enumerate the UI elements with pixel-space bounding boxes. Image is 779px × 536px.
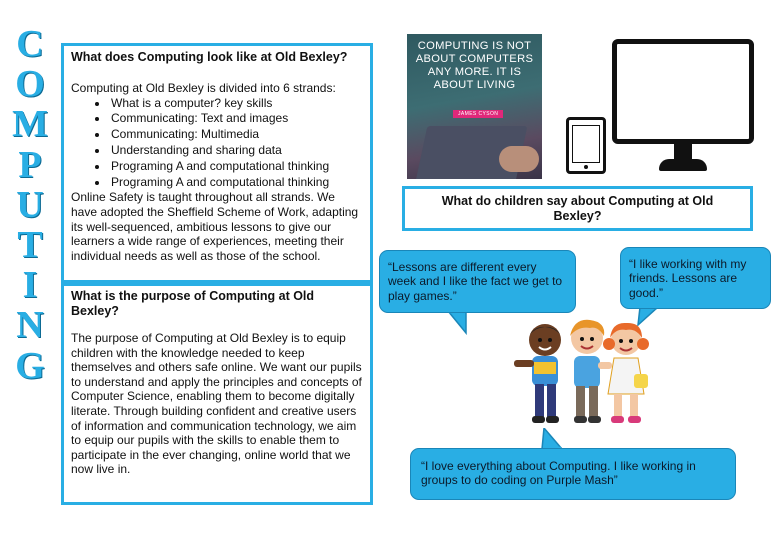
- title-letter: U: [16, 183, 44, 226]
- title-letter: M: [12, 103, 48, 146]
- computing-overview-box: [61, 43, 373, 283]
- list-item: • Programing A and computational thinking: [109, 159, 363, 175]
- bubble-tail: [440, 311, 470, 335]
- child-girl-right: [603, 323, 649, 423]
- title-letter: N: [16, 304, 44, 347]
- quote-text: COMPUTING IS NOT ABOUT COMPUTERS ANY MORE. IT IS ABOUT LIVING: [415, 40, 534, 91]
- list-item: • Programing A and computational thinking: [109, 175, 363, 191]
- vertical-title: [10, 24, 50, 386]
- overview-outro: Online Safety is taught throughout all strands. We have adopted the Sheffield Scheme of Work, adapting its well-sequenced, ambitious lessons to give our learners a wide range of experiences, meeting their individual needs as well as those of the school.: [71, 190, 359, 263]
- child-quote-bubble: [379, 250, 576, 313]
- list-item: • Communicating: Text and images: [109, 111, 363, 127]
- child-quote-text: “Lessons are different every week and I like the fact we get to play games.”: [388, 260, 563, 303]
- tablet-screen: [572, 125, 600, 163]
- child-quote-bubble: [410, 448, 736, 500]
- tablet-icon: [566, 117, 606, 174]
- children-say-heading: [402, 186, 753, 231]
- child-quote-bubble: [620, 247, 771, 309]
- title-letter: P: [18, 143, 42, 186]
- overview-intro: Computing at Old Bexley is divided into 6 strands:: [71, 81, 336, 95]
- bubble-tail: [540, 428, 570, 450]
- quote-image: [407, 34, 542, 179]
- hand-graphic: [499, 146, 539, 172]
- monitor-icon: [612, 39, 754, 144]
- children-say-title: What do children say about Computing at Old Bexley?: [441, 193, 714, 223]
- overview-heading: What does Computing look like at Old Bexley?: [71, 50, 348, 64]
- purpose-body: The purpose of Computing at Old Bexley is to equip children with the knowledge needed to keep themselves and others safe online. We want our pupils to understand and apply the principles and concepts of Computer Science, enabling them to become digitally literate. Through building confident and creative users of information and communication technology, we aim to equip our pupils with the skills to enable them to participate in the ever changing, online world that we now live in.: [71, 331, 362, 477]
- child-boy-left: [514, 324, 561, 423]
- monitor-stand-icon: [674, 144, 692, 160]
- monitor-base-icon: [659, 159, 707, 171]
- child-boy-middle: [570, 320, 612, 423]
- quote-author: JAMES CYSON: [453, 110, 503, 118]
- title-letter: C: [16, 23, 44, 65]
- child-quote-text: “I like working with my friends. Lessons are good.”: [629, 257, 747, 300]
- purpose-heading: What is the purpose of Computing at Old Bexley?: [71, 289, 315, 318]
- strands-list: [71, 96, 363, 191]
- tablet-button: [584, 165, 588, 169]
- list-item: • Communicating: Multimedia: [109, 127, 363, 143]
- computing-purpose-box: [61, 283, 373, 505]
- children-illustration: [510, 318, 670, 430]
- list-item: • What is a computer? key skills: [109, 96, 363, 112]
- title-letter: I: [22, 264, 38, 307]
- title-letter: T: [17, 224, 43, 267]
- list-item: • Understanding and sharing data: [109, 143, 363, 159]
- title-letter: O: [15, 63, 45, 106]
- title-letter: G: [15, 344, 45, 387]
- child-quote-text: “I love everything about Computing. I like working in groups to do coding on Purple Mash”: [421, 459, 696, 488]
